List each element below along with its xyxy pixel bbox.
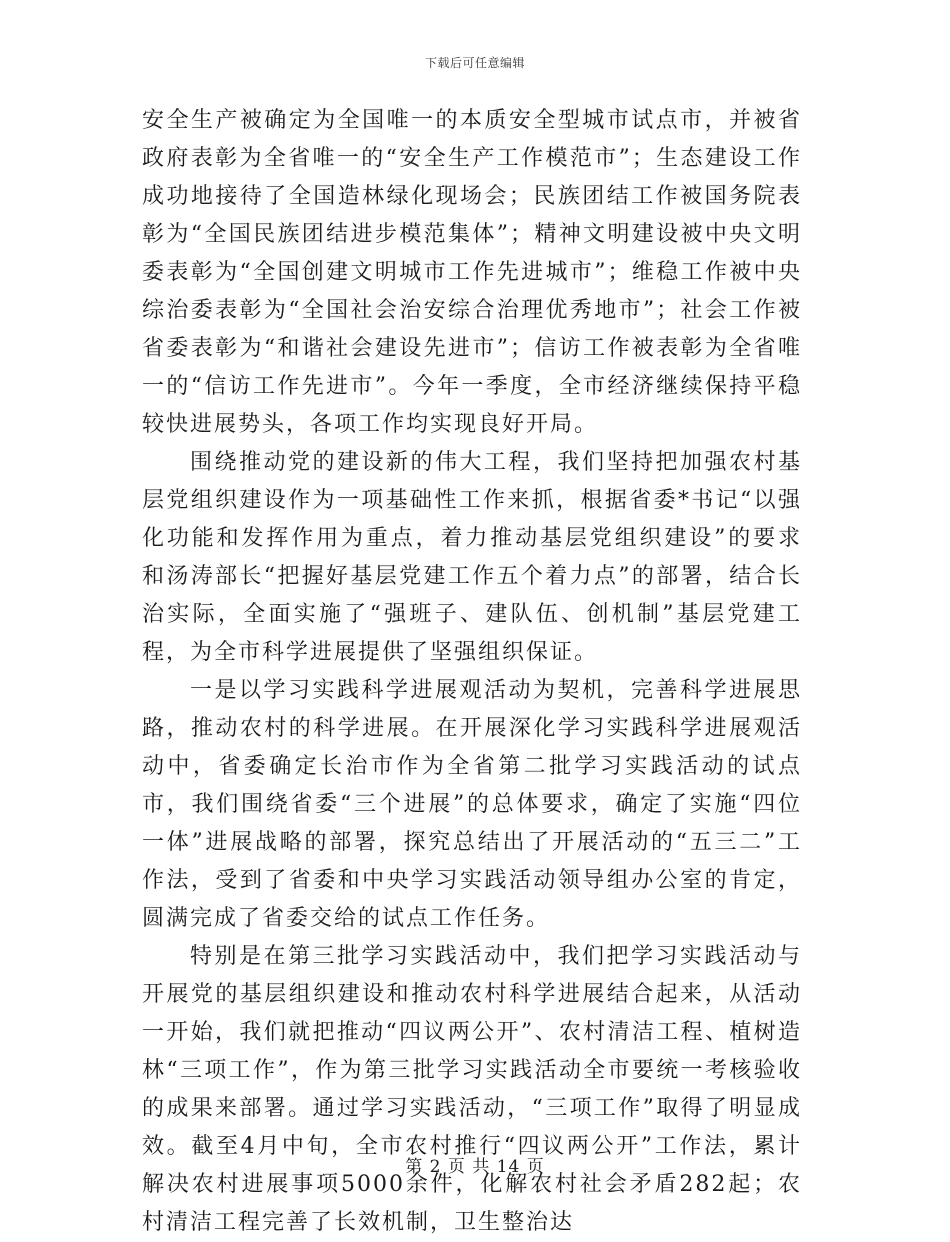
paragraph-2: 围绕推动党的建设新的伟大工程，我们坚持把加强农村基层党组织建设作为一项基础性工作来抓，根据省委*书记“以强化功能和发挥作用为重点，着力推动基层党组织建设”的要求和汤涛部长“把握好基层党建工作五个着力点”的部署，结合长治实际，全面实施了“强班子、建队伍、创机制”基层党建工程，为全市科学进展提供了坚强组织保证。 [142,450,802,665]
paragraph-3: 一是以学习实践科学进展观活动为契机，完善科学进展思路，推动农村的科学进展。在开展深化学习实践科学进展观活动中，省委确定长治市作为全省第二批学习实践活动的试点市，我们围绕省委“三个进展”的总体要求，确定了实施“四位一体”进展战略的部署，探究总结出了开展活动的“五三二”工作法，受到了省委和中央学习实践活动领导组办公室的肯定，圆满完成了省委交给的试点工作任务。 [142,678,802,931]
page-header: 下载后可任意编辑 [424,56,525,70]
paragraph-1: 安全生产被确定为全国唯一的本质安全型城市试点市，并被省政府表彰为全省唯一的“安全生产工作模范市”；生态建设工作成功地接待了全国造林绿化现场会；民族团结工作被国务院表彰为“全国民族团结进步模范集体”；精神文明建设被中央文明委表彰为“全国创建文明城市工作先进城市”；维稳工作被中央综治委表彰为“全国社会治安综合治理优秀地市”；社会工作被省委表彰为“和谐社会建设先进市”；信访工作被表彰为全省唯一的“信访工作先进市”。今年一季度，全市经济继续保持平稳较快进展势头，各项工作均实现良好开局。 [142,108,802,437]
page-footer: 第 2 页 共 14 页 [405,1157,545,1177]
document-body [142,102,802,1242]
paragraph-4: 特别是在第三批学习实践活动中，我们把学习实践活动与开展党的基层组织建设和推动农村科学进展结合起来，从活动一开始，我们就把推动“四议两公开”、农村清洁工程、植树造林“三项工作”，作为第三批学习实践活动全市要统一考核验收的成果来部署。通过学习实践活动，“三项工作”取得了明显成效。截至4月中旬，全市农村推行“四议两公开”工作法，累计解决农村进展事项5000余件，化解农村社会矛盾282起；农村清洁工程完善了长效机制，卫生整治达 [142,944,802,1235]
